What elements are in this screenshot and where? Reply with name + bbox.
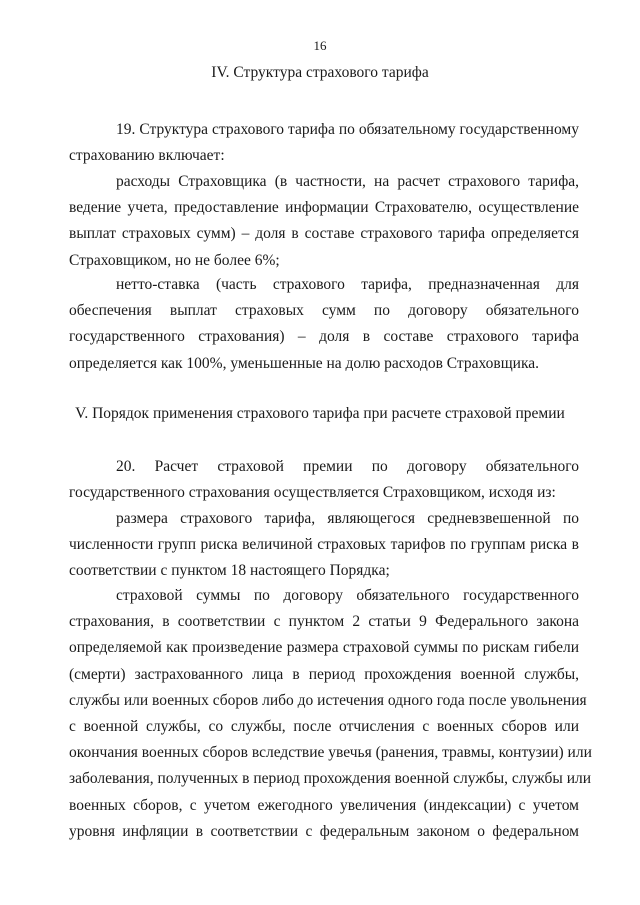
text-line: расходы Страховщика (в частности, на расчет страхового тарифа, bbox=[116, 173, 579, 190]
paragraph-net-rate bbox=[69, 272, 579, 377]
text-line: военных сборов, с учетом ежегодного увеличения (индексации) с учетом bbox=[69, 796, 579, 814]
section-5-heading: V. Порядок применения страхового тарифа при расчете страховой премии bbox=[75, 405, 565, 422]
text-line: 20. Расчет страховой премии по договору обязательного bbox=[116, 458, 579, 475]
page-number: 16 bbox=[313, 38, 327, 53]
text-line: заболевания, полученных в период прохождения военной службы, службы или bbox=[69, 770, 592, 788]
text-line: обеспечения выплат страховых сумм по договору обязательного bbox=[69, 302, 579, 320]
text-line: страховой суммы по договору обязательного государственного bbox=[116, 587, 579, 604]
text-line: (смерти) застрахованного лица в период прохождения военной службы, bbox=[69, 665, 579, 683]
paragraph-insured-sum bbox=[69, 583, 592, 845]
text-line: выплат страховых сумм) – доля в составе страхового тарифа определяется bbox=[69, 225, 579, 243]
text-line: с военной службы, со службы, после отчисления с военных сборов или bbox=[69, 717, 579, 735]
text-line: определяется как 100%, уменьшенные на долю расходов Страховщика. bbox=[69, 354, 539, 372]
text-line: государственного страхования) – доля в составе страхового тарифа bbox=[69, 328, 579, 346]
text-line: государственного страхования осуществляется Страховщиком, исходя из: bbox=[69, 484, 556, 502]
text-line: численности групп риска величиной страховых тарифов по группам риска в bbox=[69, 536, 579, 554]
text-line: соответствии с пунктом 18 настоящего Порядка; bbox=[69, 562, 390, 580]
paragraph-tariff-size bbox=[69, 506, 579, 585]
text-line: нетто-ставка (часть страхового тарифа, предназначенная для bbox=[116, 276, 579, 293]
text-line: размера страхового тарифа, являющегося средневзвешенной по bbox=[116, 510, 579, 527]
paragraph-19 bbox=[69, 117, 579, 169]
text-line: окончания военных сборов вследствие увечья (ранения, травмы, контузии) или bbox=[69, 744, 592, 762]
text-line: службы или военных сборов либо до истечения одного года после увольнения bbox=[69, 691, 587, 709]
text-line: страхованию включает: bbox=[69, 147, 225, 165]
text-line: 19. Структура страхового тарифа по обязательному государственному bbox=[116, 121, 579, 138]
paragraph-expenses bbox=[69, 169, 579, 274]
text-line: определяемой как произведение размера страховой суммы по рискам гибели bbox=[69, 639, 579, 657]
text-line: Страховщиком, но не более 6%; bbox=[69, 251, 280, 269]
text-line: страхования, в соответствии с пунктом 2 статьи 9 Федерального закона bbox=[69, 613, 579, 631]
text-line: ведение учета, предоставление информации Страхователю, осуществление bbox=[69, 199, 579, 217]
text-line: уровня инфляции в соответствии с федеральным законом о федеральном bbox=[69, 822, 579, 840]
section-4-heading: IV. Структура страхового тарифа bbox=[211, 64, 429, 81]
paragraph-20 bbox=[69, 454, 579, 506]
